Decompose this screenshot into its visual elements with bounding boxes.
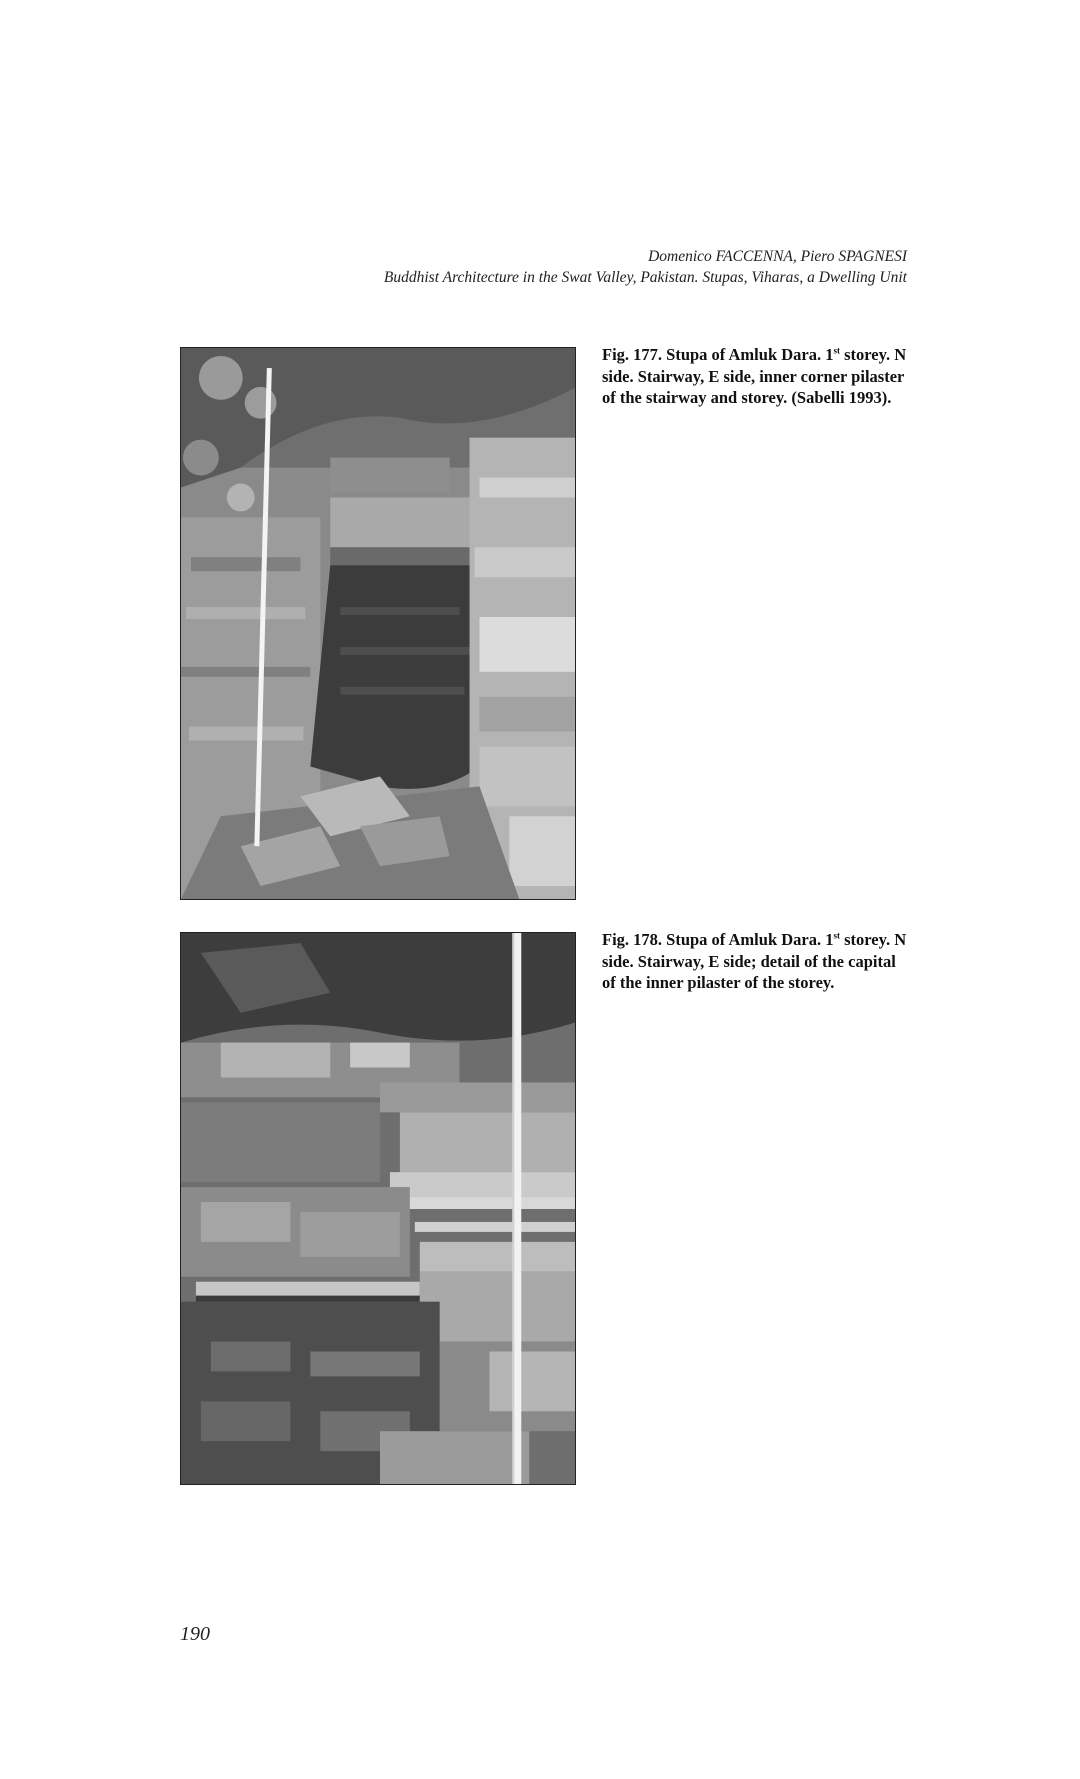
ordinal-superscript: st — [833, 930, 840, 941]
figure-178-caption — [602, 929, 912, 994]
pilaster-capital-photo — [181, 933, 575, 1484]
page-number: 190 — [180, 1623, 210, 1645]
figure-178-photo — [180, 932, 576, 1485]
figure-177-caption — [602, 344, 912, 409]
caption-text: Fig. 178. Stupa of Amluk Dara. 1 — [602, 930, 834, 949]
header-book-title: Buddhist Architecture in the Swat Valley, Pakistan. Stupas, Viharas, a Dwelling Unit — [383, 269, 907, 286]
caption-text: storey. N side. Stairway, E side; detail of the capital of the inner pilaster of the storey. — [602, 930, 907, 992]
caption-text: Fig. 177. Stupa of Amluk Dara. 1 — [602, 345, 834, 364]
running-head — [147, 246, 907, 288]
ordinal-superscript: st — [833, 345, 840, 356]
stairway-corner-photo — [181, 348, 575, 899]
figure-177-photo — [180, 347, 576, 900]
caption-text: storey. N side. Stairway, E side, inner corner pilaster of the stairway and storey. (Sabelli 1993). — [602, 345, 907, 407]
header-authors: Domenico FACCENNA, Piero SPAGNESI — [648, 248, 907, 265]
